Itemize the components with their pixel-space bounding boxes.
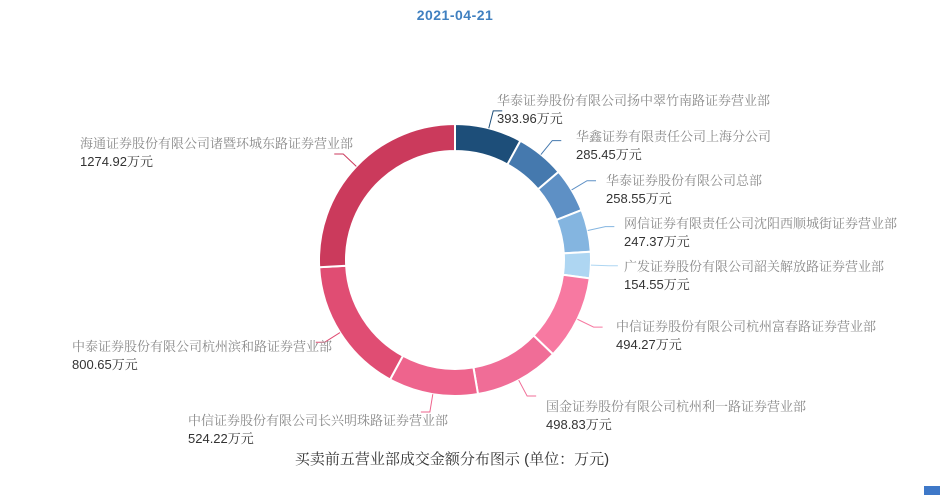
slice-value: 1274.92万元	[80, 154, 153, 169]
slice-label	[616, 318, 876, 354]
slice-value: 498.83万元	[546, 417, 612, 432]
slice-label	[497, 92, 770, 128]
slice-label	[576, 128, 771, 164]
slice-value: 285.45万元	[576, 147, 642, 162]
leader-line-3	[588, 227, 615, 231]
slice-name: 海通证券股份有限公司诸暨环城东路证券营业部	[80, 136, 354, 151]
slice-value: 800.65万元	[72, 357, 138, 372]
slice-value: 494.27万元	[616, 337, 682, 352]
slice-name: 华泰证券股份有限公司总部	[606, 173, 763, 188]
slice-value: 393.96万元	[497, 111, 563, 126]
slice-label	[624, 258, 884, 294]
slice-label	[624, 215, 897, 251]
slice-value: 524.22万元	[188, 431, 254, 446]
slice-name: 中信证券股份有限公司长兴明珠路证券营业部	[188, 413, 449, 428]
slice-name: 网信证券有限责任公司沈阳西顺城街证券营业部	[624, 216, 898, 231]
leader-line-4	[591, 265, 618, 266]
slice-name: 华泰证券股份有限公司扬中翠竹南路证券营业部	[497, 93, 771, 108]
leader-line-6	[519, 380, 536, 396]
slice-name: 国金证券股份有限公司杭州利一路证券营业部	[546, 399, 807, 414]
slice-label	[72, 338, 332, 374]
slice-value: 258.55万元	[606, 191, 672, 206]
slice-label	[188, 412, 448, 448]
slice-name: 中信证券股份有限公司杭州富春路证券营业部	[616, 319, 877, 334]
leader-line-2	[572, 181, 596, 190]
leader-line-1	[541, 141, 561, 155]
leader-line-5	[577, 319, 602, 327]
chart-date: 2021-04-21	[416, 7, 494, 23]
slice-name: 广发证券股份有限公司韶关解放路证券营业部	[624, 259, 885, 274]
slice-value: 154.55万元	[624, 277, 690, 292]
donut-slice-7[interactable]	[390, 356, 478, 396]
slice-label	[80, 135, 353, 171]
chart-title: 买卖前五营业部成交金额分布图示 (单位：万元)	[294, 451, 610, 468]
slice-label	[546, 398, 806, 434]
corner-widget-partial[interactable]	[924, 486, 940, 495]
leader-line-7	[421, 394, 433, 412]
donut-slice-6[interactable]	[473, 336, 553, 395]
slice-name: 中泰证券股份有限公司杭州滨和路证券营业部	[72, 339, 333, 354]
slice-name: 华鑫证券有限责任公司上海分公司	[576, 129, 772, 144]
slice-label	[606, 172, 762, 208]
slice-value: 247.37万元	[624, 234, 690, 249]
